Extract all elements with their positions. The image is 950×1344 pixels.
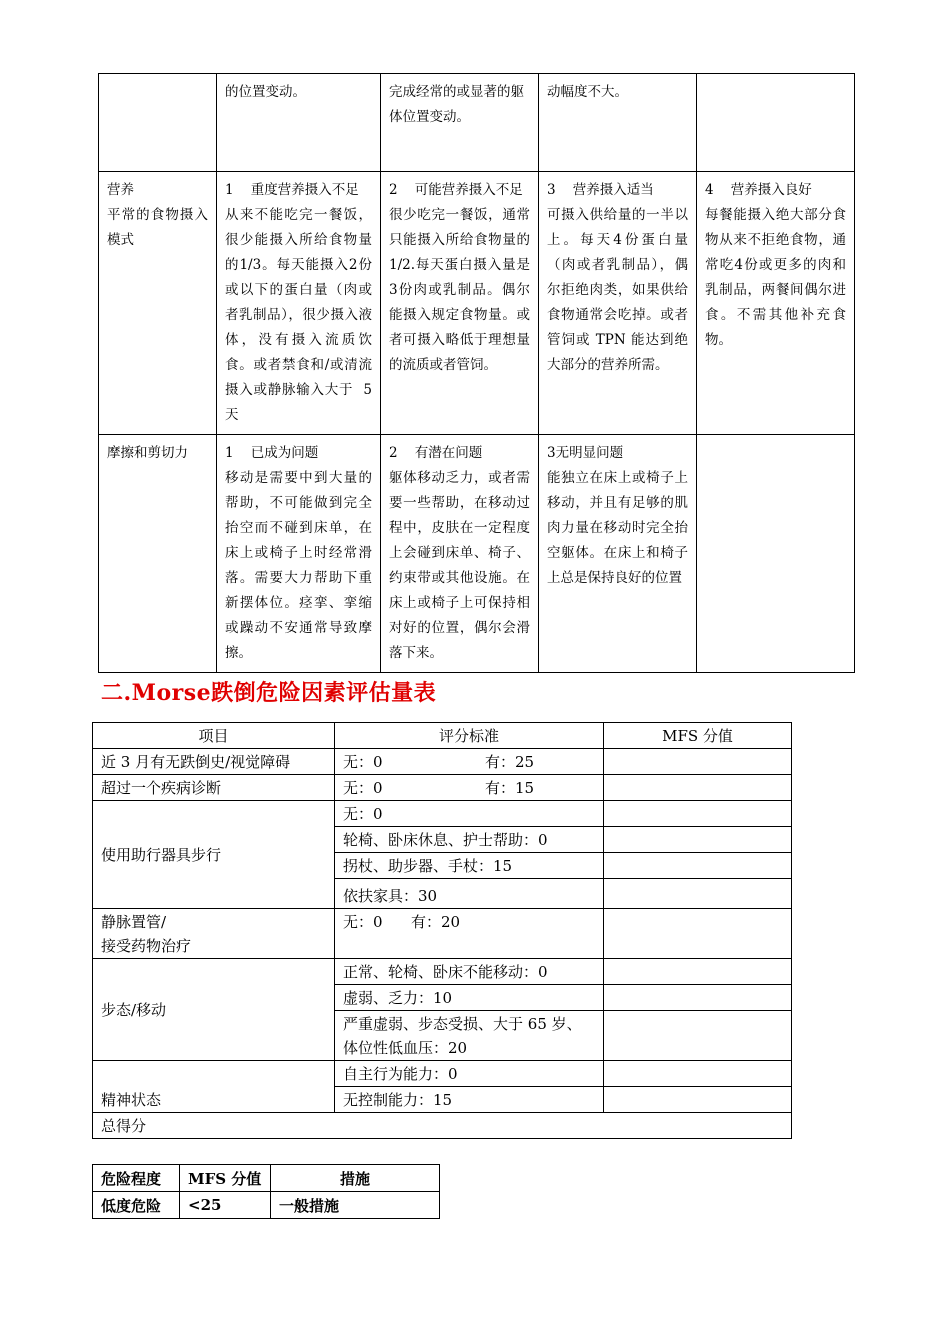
criteria-option: 有：25	[485, 753, 535, 771]
mfs-score-cell	[604, 985, 792, 1011]
item-fall-history: 近 3 月有无跌倒史/视觉障碍	[93, 749, 335, 775]
column-header-mfs-score: MFS 分值	[604, 723, 792, 749]
item-label-line: 静脉置管/	[101, 913, 167, 931]
column-header-measures: 措施	[271, 1165, 440, 1192]
mfs-score-cell	[604, 1087, 792, 1113]
score-cell: 2 有潜在问题 躯体移动乏力，或者需要一些帮助，在移动过程中，皮肤在一定程度上会碰到床单、椅子、约束带或其他设施。在床上或椅子上可保持相对好的位置，偶尔会滑落下来。	[381, 435, 539, 673]
table-header-row	[93, 723, 792, 749]
criteria-option: 无控制能力：15	[335, 1087, 604, 1113]
mfs-score-cell	[604, 909, 792, 959]
morse-fall-scale-table	[92, 722, 792, 1139]
braden-scale-table	[98, 73, 855, 673]
mfs-score-cell	[604, 801, 792, 827]
criteria-option: 自主行为能力：0	[335, 1061, 604, 1087]
table-row	[93, 1061, 792, 1087]
criteria-option: 拐杖、助步器、手杖：15	[335, 853, 604, 879]
item-gait: 步态/移动	[93, 959, 335, 1061]
item-walking-aid: 使用助行器具步行	[93, 801, 335, 909]
table-row	[93, 1192, 440, 1219]
score-cell	[697, 74, 855, 172]
score-cell: 2 可能营养摄入不足 很少吃完一餐饭，通常只能摄入所给食物量的1/2.每天蛋白摄入量是3份肉或乳制品。偶尔能摄入规定食物量。或者可摄入略低于理想量的流质或者管饲。	[381, 172, 539, 435]
criteria-option: 有：15	[485, 779, 535, 797]
mfs-score-cell	[604, 853, 792, 879]
mfs-score-cell	[604, 959, 792, 985]
row-label	[99, 74, 217, 172]
table-row	[93, 801, 792, 827]
column-header-risk-level: 危险程度	[93, 1165, 180, 1192]
mfs-score-cell: <25	[180, 1192, 271, 1219]
score-cell: 的位置变动。	[217, 74, 381, 172]
item-mental-status: 精神状态	[93, 1061, 335, 1113]
score-cell: 完成经常的或显著的躯体位置变动。	[381, 74, 539, 172]
table-row	[99, 172, 855, 435]
mfs-score-cell	[604, 1061, 792, 1087]
score-cell: 3 营养摄入适当 可摄入供给量的一半以上。每天4份蛋白量（肉或者乳制品），偶尔拒绝肉类，如果供给食物通常会吃掉。或者管饲或 TPN 能达到绝大部分的营养所需。	[539, 172, 697, 435]
criteria-option: 轮椅、卧床休息、护士帮助：0	[335, 827, 604, 853]
table-row	[93, 909, 792, 959]
score-cell: 动幅度不大。	[539, 74, 697, 172]
score-cell: 1 重度营养摄入不足 从来不能吃完一餐饭，很少能摄入所给食物量的1/3。每天能摄入2份或以下的蛋白量（肉或者乳制品），很少摄入液体，没有摄入流质饮食。或者禁食和/或清流摄入或静脉输入大于 5天	[217, 172, 381, 435]
mfs-score-cell	[604, 1011, 792, 1061]
criteria-option: 严重虚弱、步态受损、大于 65 岁、体位性低血压：20	[335, 1011, 604, 1061]
measure-cell: 一般措施	[271, 1192, 440, 1219]
table-row	[93, 749, 792, 775]
risk-level-table	[92, 1164, 440, 1219]
criteria-cell	[335, 749, 604, 775]
item-iv-medication	[93, 909, 335, 959]
mfs-score-cell	[604, 775, 792, 801]
criteria-option: 无：0	[335, 801, 604, 827]
criteria-cell	[335, 775, 604, 801]
table-row	[93, 959, 792, 985]
score-cell: 4 营养摄入良好 每餐能摄入绝大部分食物从来不拒绝食物，通常吃4份或更多的肉和乳制品，两餐间偶尔进食。不需其他补充食物。	[697, 172, 855, 435]
column-header-item: 项目	[93, 723, 335, 749]
table-row	[99, 74, 855, 172]
score-cell: 1 已成为问题 移动是需要中到大量的帮助，不可能做到完全抬空而不碰到床单，在床上或椅子上时经常滑落。需要大力帮助下重新摆体位。痉挛、挛缩或躁动不安通常导致摩擦。	[217, 435, 381, 673]
row-label-friction: 摩擦和剪切力	[99, 435, 217, 673]
mfs-score-cell	[604, 827, 792, 853]
criteria-cell	[335, 909, 604, 959]
table-header-row	[93, 1165, 440, 1192]
mfs-score-cell	[604, 879, 792, 909]
section-heading: 二.Morse跌倒危险因素评估量表	[101, 680, 437, 706]
mfs-score-cell	[604, 749, 792, 775]
row-label-nutrition: 营养 平常的食物摄入模式	[99, 172, 217, 435]
criteria-option: 无：0	[343, 779, 383, 797]
criteria-option: 虚弱、乏力：10	[335, 985, 604, 1011]
item-diagnosis: 超过一个疾病诊断	[93, 775, 335, 801]
criteria-option: 无：0	[343, 913, 383, 931]
criteria-option: 正常、轮椅、卧床不能移动：0	[335, 959, 604, 985]
item-label-line: 接受药物治疗	[101, 937, 192, 955]
score-cell: 3无明显问题 能独立在床上或椅子上移动，并且有足够的肌肉力量在移动时完全抬空躯体。在床上和椅子上总是保持良好的位置	[539, 435, 697, 673]
criteria-option: 依扶家具：30	[335, 879, 604, 909]
column-header-criteria: 评分标准	[335, 723, 604, 749]
table-row	[93, 775, 792, 801]
table-row	[93, 1113, 792, 1139]
column-header-mfs-score: MFS 分值	[180, 1165, 271, 1192]
risk-level-cell: 低度危险	[93, 1192, 180, 1219]
criteria-option: 有：20	[411, 913, 461, 931]
criteria-option: 无：0	[343, 753, 383, 771]
total-score-label: 总得分	[93, 1113, 792, 1139]
score-cell	[697, 435, 855, 673]
table-row	[99, 435, 855, 673]
